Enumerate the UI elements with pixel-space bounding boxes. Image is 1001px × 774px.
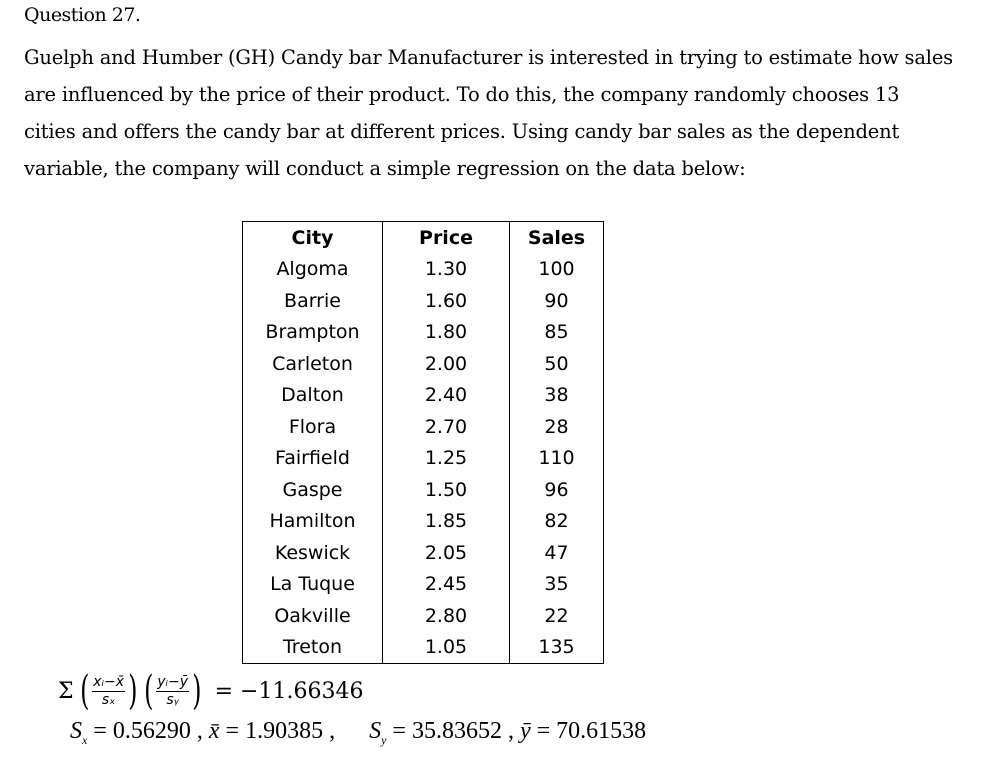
data-table (242, 221, 604, 664)
close-paren: ) (128, 668, 138, 714)
table-row (243, 569, 604, 601)
y-fraction-denominator: sᵧ (166, 691, 179, 708)
cell-city: Treton (243, 632, 383, 664)
question-text (24, 39, 984, 187)
cell-city: Fairfield (243, 443, 383, 475)
sy-value: = 35.83652 , (386, 718, 514, 744)
table-row (243, 411, 604, 443)
question-line-4: variable, the company will conduct a simple regression on the data below: (24, 157, 746, 180)
y-fraction-numerator: yᵢ−ȳ (157, 673, 189, 690)
y-standardized-fraction (156, 674, 189, 709)
xbar-label: x̄ (208, 718, 220, 744)
question-line-2: are influenced by the price of their product. To do this, the company randomly chooses 13 (24, 83, 900, 106)
sy-label: S (369, 718, 382, 744)
cell-sales: 38 (510, 380, 604, 412)
table-row (243, 443, 604, 475)
cell-city: Algoma (243, 254, 383, 286)
table-row (243, 380, 604, 412)
cell-sales: 50 (510, 348, 604, 380)
cell-sales: 90 (510, 285, 604, 317)
table-row (243, 474, 604, 506)
sigma-symbol: Σ (58, 678, 74, 704)
cell-sales: 47 (510, 537, 604, 569)
question-line-1: Guelph and Humber (GH) Candy bar Manufacturer is interested in trying to estimate how sales (24, 46, 953, 69)
cell-city: Gaspe (243, 474, 383, 506)
cell-city: Barrie (243, 285, 383, 317)
cell-price: 2.70 (383, 411, 510, 443)
table-row (243, 285, 604, 317)
cell-price: 1.85 (383, 506, 510, 538)
table-header-row (243, 222, 604, 254)
cell-city: Carleton (243, 348, 383, 380)
sy-subscript: y (381, 732, 387, 747)
cell-price: 2.00 (383, 348, 510, 380)
cell-city: Keswick (243, 537, 383, 569)
cell-sales: 100 (510, 254, 604, 286)
table-row (243, 317, 604, 349)
ybar-value: = 70.61538 (530, 718, 647, 744)
cell-sales: 22 (510, 600, 604, 632)
cell-sales: 82 (510, 506, 604, 538)
cell-city: Dalton (243, 380, 383, 412)
ybar-label: ȳ (519, 718, 531, 744)
header-sales: Sales (510, 222, 604, 254)
table-row (243, 600, 604, 632)
cell-price: 1.80 (383, 317, 510, 349)
cell-city: Flora (243, 411, 383, 443)
xbar-value: = 1.90385 , (219, 718, 336, 744)
cell-sales: 35 (510, 569, 604, 601)
open-paren: ( (79, 668, 90, 714)
cell-price: 2.80 (383, 600, 510, 632)
sx-value: = 0.56290 , (87, 718, 203, 744)
cell-price: 1.25 (383, 443, 510, 475)
table-row (243, 632, 604, 664)
cell-sales: 85 (510, 317, 604, 349)
cell-price: 1.30 (383, 254, 510, 286)
x-fraction-numerator: xᵢ−x̄ (93, 673, 124, 690)
header-price: Price (383, 222, 510, 254)
sx-subscript: x (82, 732, 88, 747)
cell-sales: 96 (510, 474, 604, 506)
table-row (243, 537, 604, 569)
sum-result: = −11.66346 (214, 678, 364, 704)
sx-label: S (70, 718, 82, 744)
cell-city: Brampton (243, 317, 383, 349)
close-paren: ) (192, 668, 202, 714)
summary-statistics (70, 718, 646, 748)
cell-price: 2.05 (383, 537, 510, 569)
cell-city: La Tuque (243, 569, 383, 601)
table-row (243, 506, 604, 538)
cell-city: Hamilton (243, 506, 383, 538)
header-city: City (243, 222, 383, 254)
cell-price: 1.50 (383, 474, 510, 506)
correlation-sum-formula (58, 668, 363, 714)
cell-city: Oakville (243, 600, 383, 632)
cell-price: 1.60 (383, 285, 510, 317)
cell-price: 2.40 (383, 380, 510, 412)
cell-price: 2.45 (383, 569, 510, 601)
table-row (243, 254, 604, 286)
open-paren: ( (143, 668, 154, 714)
table-row (243, 348, 604, 380)
question-line-3: cities and offers the candy bar at different prices. Using candy bar sales as the dependent (24, 120, 900, 143)
cell-sales: 28 (510, 411, 604, 443)
cell-sales: 110 (510, 443, 604, 475)
question-title: Question 27. (24, 4, 141, 26)
x-fraction-denominator: sₓ (101, 691, 116, 708)
x-standardized-fraction (92, 674, 125, 709)
cell-sales: 135 (510, 632, 604, 664)
cell-price: 1.05 (383, 632, 510, 664)
